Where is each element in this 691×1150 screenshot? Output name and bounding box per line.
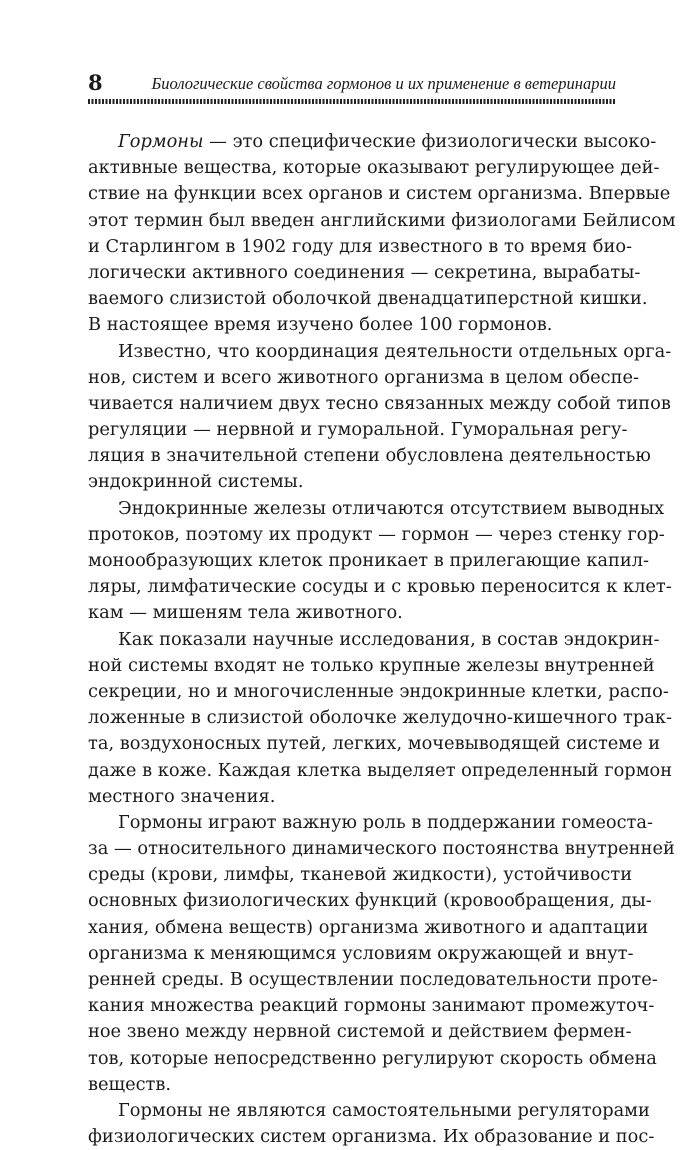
text-line (88, 260, 641, 286)
paragraph (88, 627, 673, 810)
text-line (88, 443, 651, 469)
paragraph (88, 1098, 655, 1150)
line-text: среды (крови, лимфы, тканевой жидкости), устойчивости (88, 864, 633, 886)
line-text: ляры, лимфатические сосуды и с кровью переносится к клет- (88, 576, 672, 598)
line-text: Гормоны не являются самостоятельными регуляторами (118, 1099, 650, 1121)
line-text: физиологических систем организма. Их образование и пос- (88, 1126, 655, 1148)
line-text: Как показали научные исследования, в состав эндокрин- (118, 628, 660, 650)
header-rule (88, 99, 616, 104)
line-text: веществ. (88, 1073, 172, 1095)
line-text: ляция в значительной степени обусловлена деятельностью (88, 445, 651, 467)
paragraph (88, 810, 675, 1098)
text-line (88, 600, 616, 626)
text-line (88, 1124, 655, 1150)
line-text: кания множества реакций гормоны занимают промежуточ- (88, 995, 655, 1017)
line-text: ваемого слизистой оболочкой двенадцатиперстной кишки. (88, 288, 648, 310)
line-text: эндокринной системы. (88, 471, 304, 493)
page-number: 8 (88, 70, 103, 95)
paragraph (88, 496, 672, 627)
line-text: организма к меняющимся условиям окружающей и внут- (88, 942, 634, 964)
text-line (88, 234, 633, 260)
text-line (88, 286, 648, 312)
text-line (88, 496, 665, 522)
emphasized-term: Гормоны (118, 131, 204, 152)
text-line (88, 181, 671, 207)
paragraph (88, 129, 676, 339)
line-text: протоков, поэтому их продукт — гормон — через стенку гор- (88, 523, 665, 545)
text-line (88, 784, 616, 810)
line-text: активные вещества, которые оказывают регулирующее дей- (88, 157, 660, 179)
line-text: Гормоны играют важную роль в поддержании гомеоста- (118, 811, 653, 833)
text-line (88, 653, 655, 679)
line-text: ное звено между нервной системой и действием фермен- (88, 1021, 632, 1043)
text-line (88, 967, 658, 993)
line-text: ной системы входят не только крупные железы внутренней (88, 654, 655, 676)
line-text: В настоящее время изучено более 100 гормонов. (88, 314, 553, 336)
text-line (88, 312, 616, 338)
text-line (88, 129, 657, 155)
line-text: ренней среды. В осуществлении последовательности проте- (88, 969, 658, 990)
line-text: кам — мишеням тела животного. (88, 602, 403, 624)
line-text: регуляции — нервной и гуморальной. Гуморальная регу- (88, 419, 628, 441)
text-line (88, 1072, 616, 1098)
line-text: этот термин был введен английскими физиологами Бейлисом (88, 209, 676, 231)
text-line (88, 888, 652, 914)
line-text: даже в коже. Каждая клетка выделяет определенный гормон (88, 759, 673, 781)
line-text: и Старлингом в 1902 году для известного в то время био- (88, 235, 633, 257)
text-line (88, 679, 669, 705)
text-line (88, 339, 672, 365)
running-title: Биологические свойства гормонов и их применение в ветеринарии (151, 74, 616, 93)
text-line (88, 417, 628, 443)
text-line (88, 915, 649, 941)
text-line (88, 705, 672, 731)
running-head (88, 70, 616, 98)
line-text: чивается наличием двух тесно связанных между собой типов (88, 392, 671, 414)
paragraph (88, 339, 672, 496)
line-text: Эндокринные железы отличаются отсутствием выводных (118, 497, 665, 519)
text-line (88, 365, 640, 391)
text-line (88, 1019, 632, 1045)
text-line (88, 627, 660, 653)
text-line (88, 862, 633, 888)
text-line (88, 208, 676, 234)
line-text: местного значения. (88, 785, 276, 807)
line-text: хания, обмена веществ) организма животного и адаптации (88, 916, 649, 938)
text-line (88, 941, 634, 967)
text-line (88, 836, 675, 862)
text-line (88, 469, 616, 495)
line-text: — это специфические физиологически высоко- (203, 131, 657, 152)
line-text: секреции, но и многочисленные эндокринные клетки, распо- (88, 680, 669, 702)
text-line (88, 810, 653, 836)
line-text: монообразующих клеток проникает в прилегающие капил- (88, 550, 650, 571)
text-line (88, 758, 673, 784)
line-text: Известно, что координация деятельности отдельных орга- (118, 340, 672, 362)
text-line (88, 574, 672, 600)
line-text: основных физиологических функций (кровообращения, ды- (88, 890, 652, 912)
text-line (88, 1046, 657, 1072)
text-line (88, 993, 655, 1019)
line-text: та, воздухоносных путей, легких, мочевыводящей системе и (88, 733, 661, 755)
text-line (88, 1098, 650, 1124)
line-text: нов, систем и всего животного организма в целом обеспе- (88, 366, 640, 388)
body-text (88, 129, 676, 1150)
text-line (88, 522, 665, 548)
text-line (88, 155, 660, 181)
line-text: логически активного соединения — секретина, вырабаты- (88, 261, 641, 283)
line-text: ствие на функции всех органов и систем организма. Впервые (88, 183, 671, 205)
line-text: тов, которые непосредственно регулируют скорость обмена (88, 1047, 657, 1069)
line-text: за — относительного динамического постоянства внутренней (88, 838, 675, 860)
text-line (88, 731, 661, 757)
text-line (88, 548, 650, 574)
text-line (88, 391, 671, 417)
line-text: ложенные в слизистой оболочке желудочно-кишечного трак- (88, 707, 672, 729)
